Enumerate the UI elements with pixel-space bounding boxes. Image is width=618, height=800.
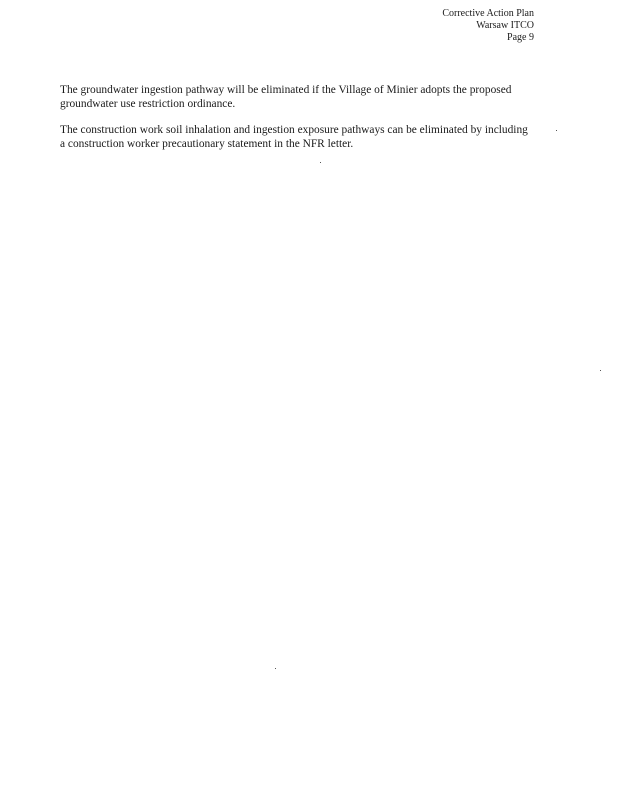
header-site-name: Warsaw ITCO	[476, 20, 534, 31]
scan-speck	[275, 668, 276, 669]
paragraph-construction-worker: The construction work soil inhalation and ingestion exposure pathways can be eliminated by including a construction worker precautionary statement in the NFR letter.	[60, 124, 528, 150]
scan-speck	[600, 370, 601, 371]
document-body	[60, 83, 530, 163]
header-document-title: Corrective Action Plan	[442, 8, 534, 19]
scan-speck	[320, 162, 321, 163]
page-header	[442, 8, 534, 44]
header-page-number: Page 9	[507, 32, 534, 43]
scan-speck	[556, 130, 557, 131]
paragraph-groundwater: The groundwater ingestion pathway will be eliminated if the Village of Minier adopts the proposed groundwater use restriction ordinance.	[60, 84, 512, 110]
